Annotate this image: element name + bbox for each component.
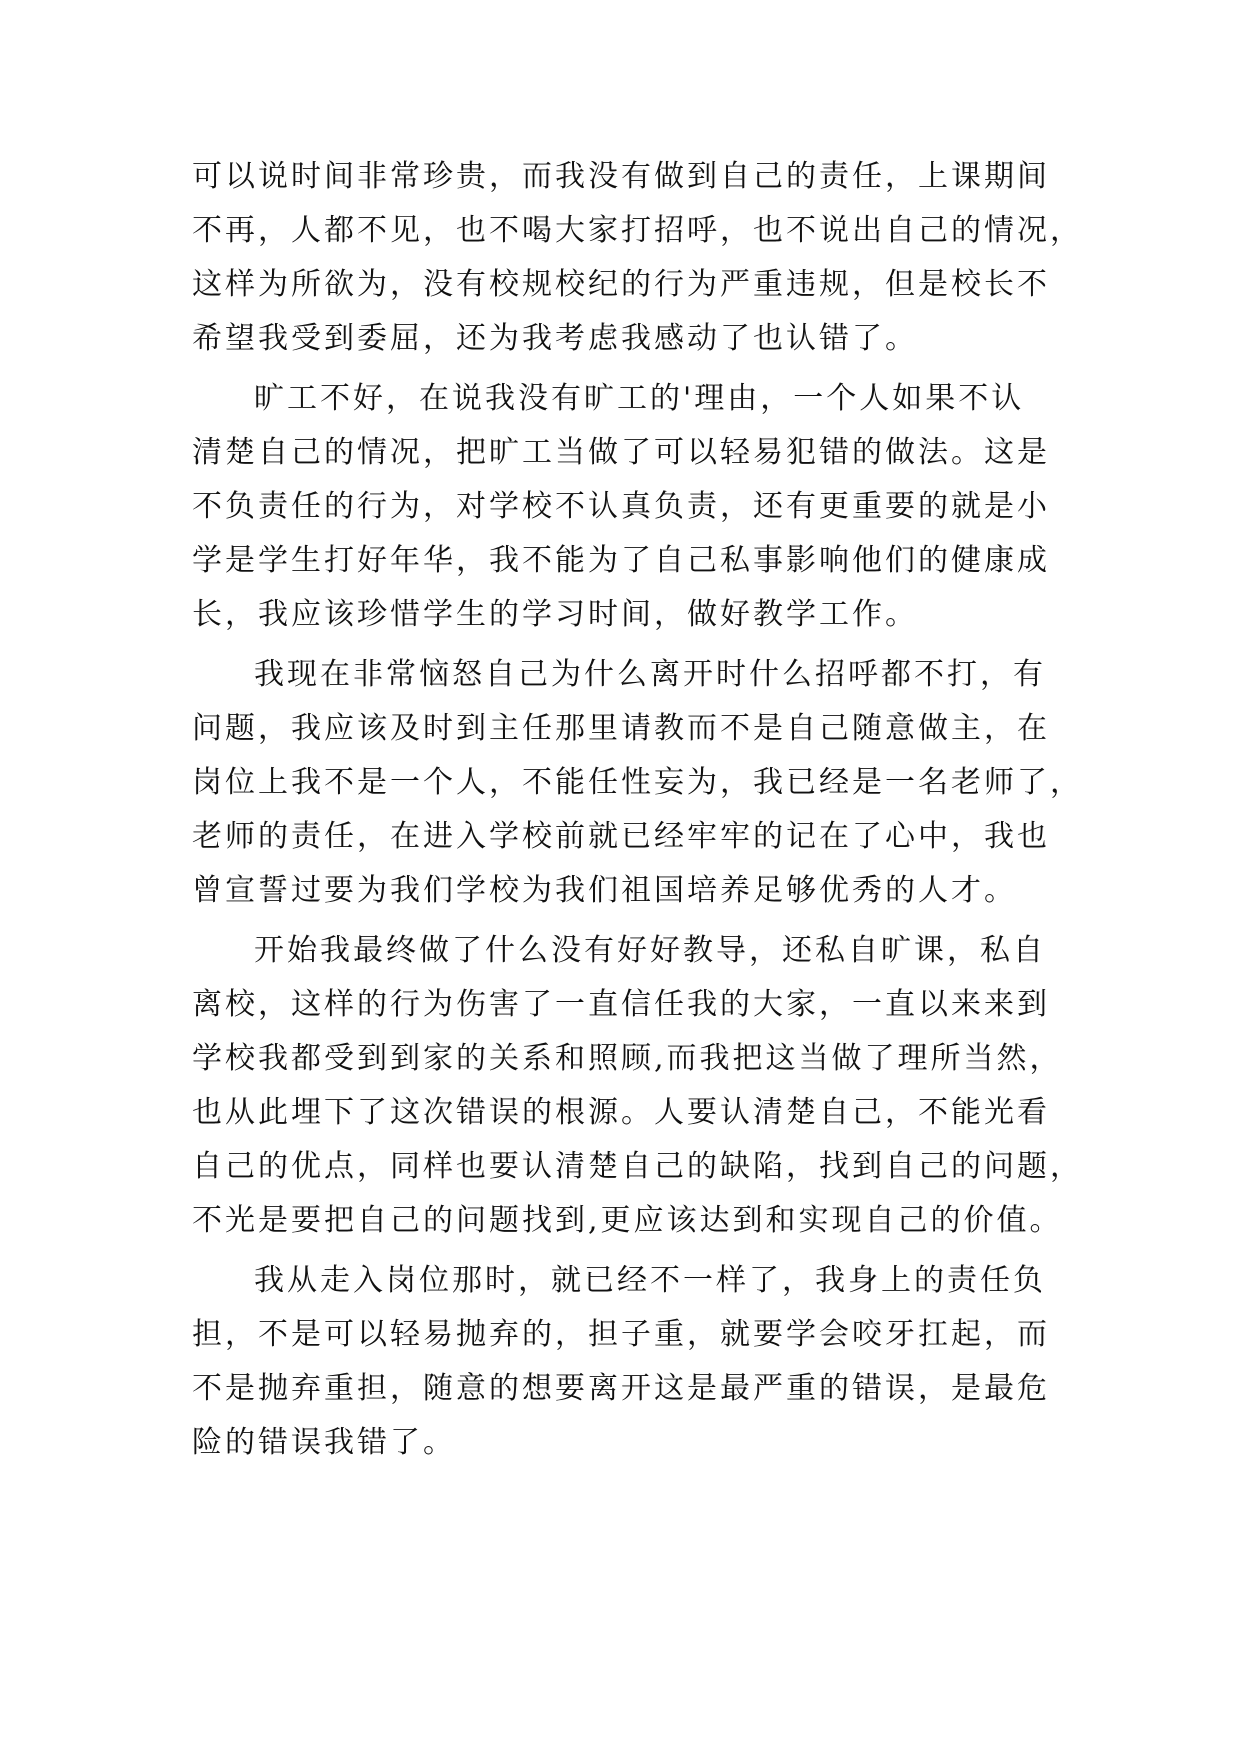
- text-line: 这样为所欲为，没有校规校纪的行为严重违规，但是校长不: [192, 267, 1050, 302]
- text-line: 问题，我应该及时到主任那里请教而不是自己随意做主，在: [192, 711, 1050, 746]
- text-line: 学校我都受到到家的关系和照顾,而我把这当做了理所当然，: [192, 1041, 1063, 1076]
- text-line: 学是学生打好年华，我不能为了自己私事影响他们的健康成: [192, 543, 1050, 578]
- text-line: 不再，人都不见，也不喝大家打招呼，也不说出自己的情况，: [192, 213, 1083, 248]
- text-line: 可以说时间非常珍贵，而我没有做到自己的责任，上课期间: [192, 159, 1050, 194]
- text-line: 不负责任的行为，对学校不认真负责，还有更重要的就是小: [192, 489, 1050, 524]
- text-line: 险的错误我错了。: [192, 1425, 456, 1460]
- paragraph-first-line: 开始我最终做了什么没有好好教导，还私自旷课，私自: [254, 933, 1046, 968]
- text-line: 不光是要把自己的问题找到,更应该达到和实现自己的价值。: [192, 1203, 1063, 1238]
- text-line: 不是抛弃重担，随意的想要离开这是最严重的错误，是最危: [192, 1371, 1050, 1406]
- text-line: 希望我受到委屈，还为我考虑我感动了也认错了。: [192, 321, 918, 356]
- paragraph-first-line: 旷工不好，在说我没有旷工的'理由，一个人如果不认: [254, 381, 1025, 416]
- text-line: 自己的优点，同样也要认清楚自己的缺陷，找到自己的问题，: [192, 1149, 1083, 1184]
- paragraph-first-line: 我现在非常恼怒自己为什么离开时什么招呼都不打，有: [254, 657, 1046, 692]
- text-line: 长，我应该珍惜学生的学习时间，做好教学工作。: [192, 597, 918, 632]
- text-line: 曾宣誓过要为我们学校为我们祖国培养足够优秀的人才。: [192, 873, 1017, 908]
- text-line: 老师的责任，在进入学校前就已经牢牢的记在了心中，我也: [192, 819, 1050, 854]
- text-line: 离校，这样的行为伤害了一直信任我的大家，一直以来来到: [192, 987, 1050, 1022]
- text-line: 担，不是可以轻易抛弃的，担子重，就要学会咬牙扛起，而: [192, 1317, 1050, 1352]
- text-line: 岗位上我不是一个人，不能任性妄为，我已经是一名老师了，: [192, 765, 1083, 800]
- paragraph-first-line: 我从走入岗位那时，就已经不一样了，我身上的责任负: [254, 1263, 1046, 1298]
- text-line: 也从此埋下了这次错误的根源。人要认清楚自己，不能光看: [192, 1095, 1050, 1130]
- text-line: 清楚自己的情况，把旷工当做了可以轻易犯错的做法。这是: [192, 435, 1050, 470]
